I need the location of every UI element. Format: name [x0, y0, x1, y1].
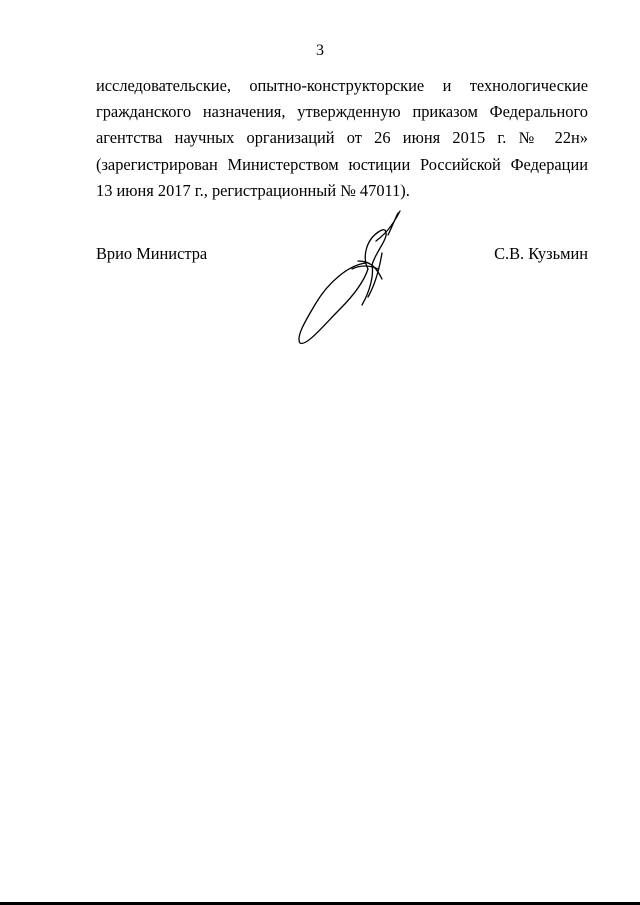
- handwritten-signature: [288, 205, 418, 350]
- body-line: 13 июня 2017 г., регистрационный № 47011).: [96, 180, 410, 200]
- body-line: исследовательские, опытно-конструкторские и технологические: [96, 76, 588, 95]
- signatory-name: С.В. Кузьмин: [494, 244, 588, 263]
- page-number: 3: [316, 42, 324, 59]
- body-line: (зарегистрирован Министерством юстиции Российской Федерации: [96, 154, 588, 174]
- signatory-position: Врио Министра: [96, 244, 208, 263]
- body-line: гражданского назначения, утвержденную приказом Федерального: [96, 102, 588, 122]
- document-body: [96, 73, 588, 204]
- body-line: агентства научных организаций от 26 июня 2015 г. № 22н»: [96, 128, 588, 148]
